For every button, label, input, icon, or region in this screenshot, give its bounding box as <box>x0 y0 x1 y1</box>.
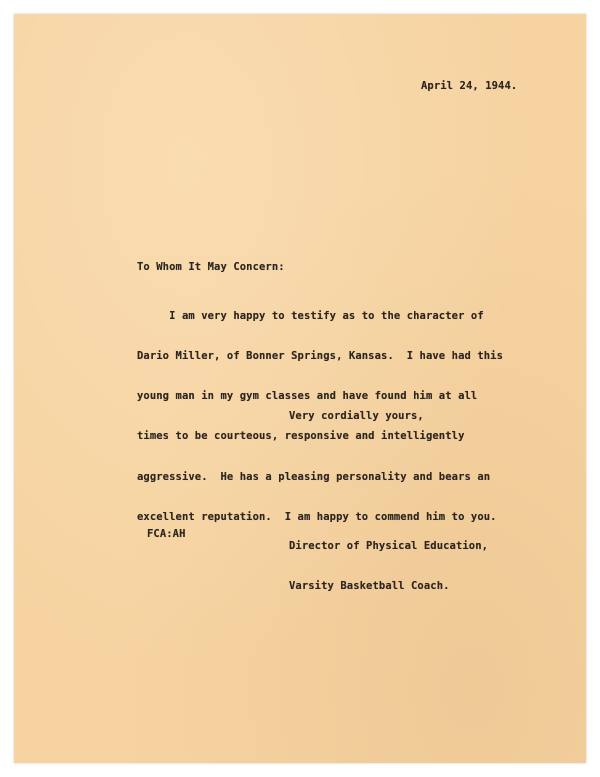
salutation: To Whom It May Concern: <box>137 261 285 273</box>
body-line: I am very happy to testify as to the character of <box>137 309 484 322</box>
letter-page <box>14 14 586 763</box>
signature-title: Varsity Basketball Coach. <box>289 580 450 593</box>
body-line: Dario Miller, of Bonner Springs, Kansas. I have had this <box>137 350 504 363</box>
signature-block <box>289 513 488 620</box>
body-line: times to be courteous, responsive and intelligently <box>137 430 465 443</box>
body-line: aggressive. He has a pleasing personality and bears an <box>137 470 491 483</box>
reference-initials: FCA:AH <box>147 528 186 540</box>
signature-title: Director of Physical Education, <box>289 539 489 552</box>
complimentary-closing: Very cordially yours, <box>289 410 424 422</box>
letter-date: April 24, 1944. <box>421 80 518 92</box>
body-line: young man in my gym classes and have found him at all <box>137 390 478 403</box>
body-line: excellent reputation. I am happy to commend him to you. <box>137 510 497 523</box>
